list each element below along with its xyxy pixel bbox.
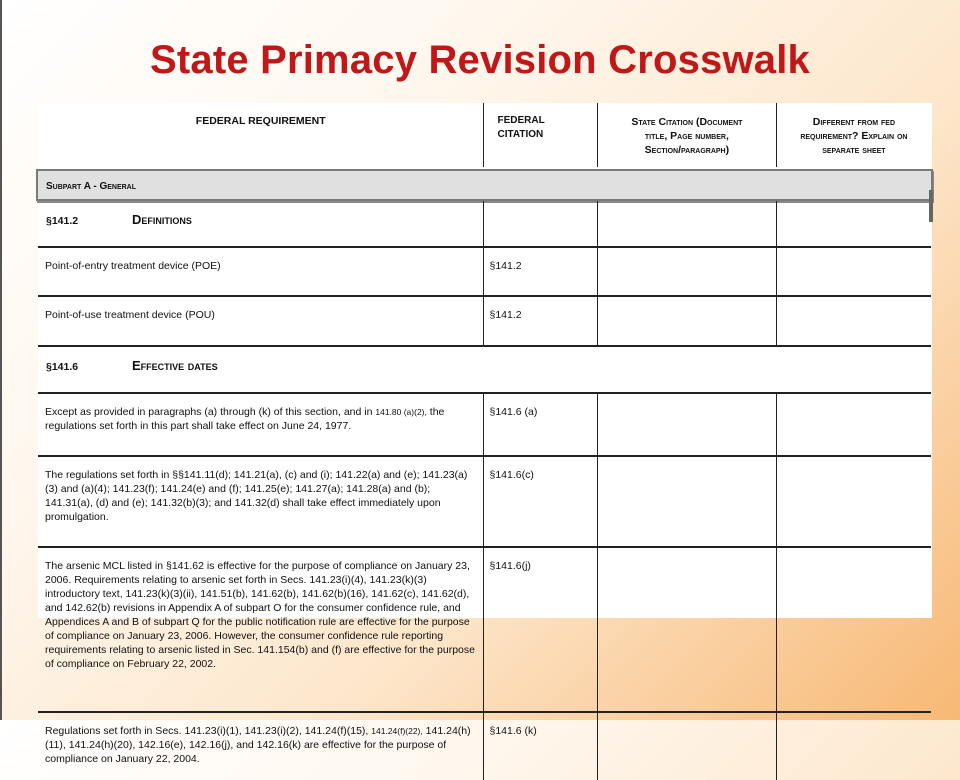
header-state-citation-line1: State Citation (Document: [631, 116, 743, 128]
federal-citation-cell: §141.6 (k): [484, 712, 598, 780]
requirement-text: Point-of-entry treatment device (POE): [45, 260, 221, 272]
header-different-line2: requirement? Explain on: [800, 130, 908, 142]
section-number: §141.6: [46, 361, 79, 373]
section-row-141-6: [38, 346, 931, 393]
requirement-text: Except as provided in paragraphs (a) through (k) of this section, and in 141.80 (a)(2), the regulations set forth in this part shall take effect on June 24, 1977.: [45, 406, 445, 432]
state-citation-cell: [597, 712, 776, 780]
slide-title: State Primacy Revision Crosswalk: [149, 38, 811, 82]
section-heading: [38, 201, 484, 247]
state-citation-cell: [597, 456, 776, 547]
requirement-text: The arsenic MCL listed in §141.62 is effective for the purpose of compliance on January 23, 2006. Requirements relating to arsenic set forth in Secs. 141.23(i)(4), 141.23(k)(3) introductory text, 141.23(k)(3)(ii), 141.51(b), 141.62(b), 141.62(b)(16), 141.62(c), 141.62(d), and 142.62(b) revisions in Appendix A of subpart O for the consumer confidence rule, and Appendices A and B of subpart Q for the public notification rule are effective for the purpose of compliance on January 23, 2006. However, the consumer confidence rule reporting requirements relating to arsenic listed in Sec. 141.154(b) and (f) are effective for the purpose of compliance on February 22, 2002.: [45, 560, 475, 670]
table-row: [38, 247, 931, 296]
section-heading: [38, 346, 931, 393]
different-cell: [776, 296, 931, 346]
section-row-141-2: [38, 201, 931, 247]
header-state-citation-line3: Section/paragraph): [644, 144, 730, 156]
requirement-text: Point-of-use treatment device (POU): [45, 309, 215, 321]
header-federal-requirement: FEDERAL REQUIREMENT: [195, 115, 326, 127]
federal-citation-cell: §141.6 (a): [484, 393, 598, 456]
header-state-citation: [597, 103, 776, 167]
state-citation-cell: [597, 247, 776, 296]
different-cell: [776, 456, 931, 547]
different-cell: [776, 712, 931, 780]
table-shadow-edge: [929, 190, 933, 222]
state-citation-cell: [597, 393, 776, 456]
slide-left-border: [0, 0, 2, 720]
crosswalk-table-sheet: [38, 103, 932, 765]
different-cell: [776, 247, 931, 296]
header-federal-citation-line1: FEDERAL: [497, 115, 545, 126]
header-federal-citation-line2: CITATION: [497, 129, 544, 140]
header-different-line1: Different from fed: [812, 116, 896, 128]
table-row: [38, 456, 931, 547]
table-row: [38, 712, 931, 780]
table-row: [38, 296, 931, 346]
header-different-line3: separate sheet: [822, 144, 886, 156]
crosswalk-table: [38, 103, 931, 780]
table-row: [38, 393, 931, 456]
different-cell: [776, 547, 931, 712]
header-row: [38, 103, 931, 167]
table-row: [38, 547, 931, 712]
header-federal-citation: [484, 103, 598, 167]
subpart-label: Subpart A - General: [46, 181, 137, 192]
section-title: Definitions: [132, 212, 192, 227]
section-number: §141.2: [46, 215, 79, 227]
section-title: Effective dates: [132, 358, 218, 373]
requirement-text: Regulations set forth in Secs. 141.23(i)(1), 141.23(i)(2), 141.24(f)(15), 141.24(f)(22), 141.24(h)(11), 141.24(h)(20), 142.16(e), 142.16(j), and 142.16(k) are effective for the purpose of compliance on January 22, 2004.: [45, 725, 471, 765]
subpart-row: [38, 167, 931, 201]
federal-citation-cell: §141.2: [484, 296, 598, 346]
header-different: [776, 103, 931, 167]
federal-citation-cell: §141.6(j): [484, 547, 598, 712]
header-state-citation-line2: title, Page number,: [644, 130, 729, 142]
requirement-text: The regulations set forth in §§141.11(d); 141.21(a), (c) and (i); 141.22(a) and (e); 141.23(a)(3) and (a)(4); 141.23(f); 141.24(e) and (f); 141.25(e); 141.27(a); 141.28(a) and (b); 141.31(a), (d) and (e); 141.32(b)(3); and 141.32(d) shall take effect immediately upon promulgation.: [45, 469, 468, 523]
different-cell: [776, 393, 931, 456]
state-citation-cell: [597, 547, 776, 712]
federal-citation-cell: §141.2: [484, 247, 598, 296]
federal-citation-cell: §141.6(c): [484, 456, 598, 547]
subpart-heading: [36, 169, 933, 201]
state-citation-cell: [597, 296, 776, 346]
